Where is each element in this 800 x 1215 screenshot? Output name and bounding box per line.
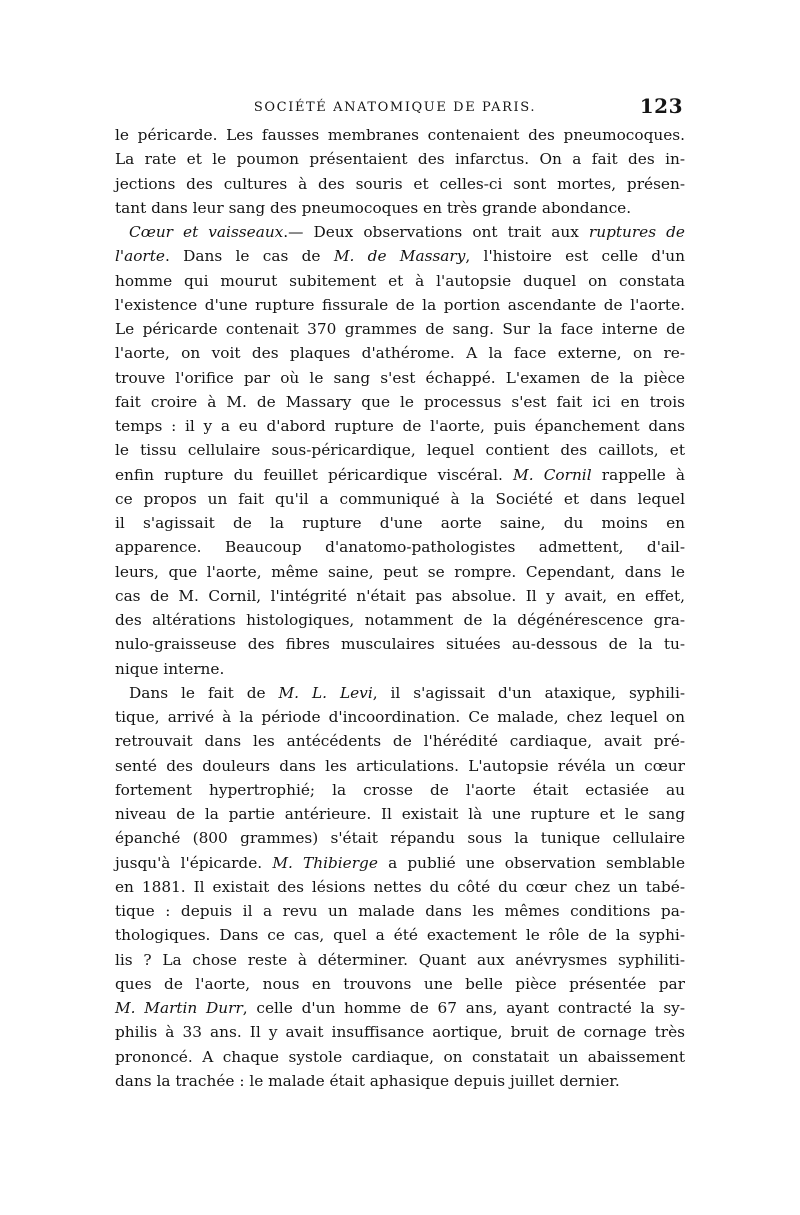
text-segment: temps : il y a eu d'abord rupture de l'aorte, puis épanchement dans: [115, 417, 685, 435]
text-line: [115, 948, 685, 972]
text-line: [115, 778, 685, 802]
page-header: [115, 94, 685, 122]
text-segment: enfin rupture du feuillet péricardique viscéral.: [115, 465, 514, 484]
text-line: [115, 729, 685, 753]
text-line: [115, 535, 685, 559]
text-line: [115, 996, 685, 1020]
text-segment: La rate et le poumon présentaient des infarctus. On a fait des in-: [115, 150, 685, 169]
italic-text: M. L. Levi: [278, 683, 373, 702]
italic-text: ruptures de: [588, 223, 685, 241]
italic-text: M. de Massary: [333, 247, 466, 266]
text-line: [115, 147, 685, 171]
text-segment: retrouvait dans les antécédents de l'hérédité cardiaque, avait pré-: [115, 732, 685, 751]
running-head: SOCIÉTÉ ANATOMIQUE DE PARIS.: [253, 100, 537, 115]
italic-text: Cœur et vaisseaux: [129, 223, 284, 241]
text-segment: , celle d'un homme de 67 ans, ayant contracté la sy-: [242, 999, 685, 1017]
text-line: [115, 487, 685, 511]
text-segment: tique : depuis il a revu un malade dans les mêmes conditions pa-: [115, 902, 685, 920]
text-segment: le péricarde. Les fausses membranes contenaient des pneumocoques.: [115, 126, 685, 144]
text-segment: rappelle à: [591, 465, 685, 484]
text-segment: tant dans leur sang des pneumocoques en très grande abondance.: [115, 198, 632, 217]
text-line: [115, 196, 685, 220]
text-line: [115, 172, 685, 196]
text-segment: nulo-graisseuse des fibres musculaires situées au-dessous de la tu-: [115, 635, 685, 654]
text-segment: jections des cultures à des souris et celles-ci sont mortes, présen-: [115, 174, 685, 193]
text-line: [115, 851, 685, 875]
text-line: [115, 1045, 685, 1069]
text-segment: l'aorte, on voit des plaques d'athérome. A la face externe, on re-: [115, 344, 685, 363]
italic-text: M. Thibierge: [272, 853, 378, 872]
text-segment: en 1881. Il existait des lésions nettes du côté du cœur chez un tabé-: [115, 877, 685, 896]
text-line: [115, 123, 685, 147]
text-line: [115, 923, 685, 947]
text-line: [115, 293, 685, 317]
text-line: [115, 705, 685, 729]
text-segment: .— Deux observations ont trait aux: [283, 223, 589, 241]
text-line: [115, 414, 685, 438]
text-segment: niveau de la partie antérieure. Il existait là une rupture et le sang: [115, 805, 685, 823]
text-line: [115, 317, 685, 341]
italic-text: l'aorte: [115, 247, 165, 266]
text-line: [115, 826, 685, 850]
text-segment: fait croire à M. de Massary que le processus s'est fait ici en trois: [115, 392, 685, 411]
text-line: [115, 511, 685, 535]
text-segment: l'existence d'une rupture fissurale de la portion ascendante de l'aorte.: [115, 295, 685, 314]
italic-text: M. Cornil: [513, 465, 592, 484]
text-segment: , l'histoire est celle d'un: [465, 247, 686, 266]
text-segment: tique, arrivé à la période d'incoordination. Ce malade, chez lequel on: [115, 708, 685, 726]
text-line: [115, 657, 685, 681]
text-segment: jusqu'à l'épicarde.: [115, 853, 273, 872]
text-segment: a publié une observation semblable: [377, 853, 685, 872]
text-segment: ques de l'aorte, nous en trouvons une belle pièce présentée par: [115, 974, 685, 993]
text-line: [115, 366, 685, 390]
text-line: [115, 681, 685, 705]
text-line: [115, 632, 685, 656]
text-segment: senté des douleurs dans les articulations. L'autopsie révéla un cœur: [115, 756, 685, 775]
text-line: [115, 341, 685, 365]
text-line: [115, 608, 685, 632]
text-segment: fortement hypertrophié; la crosse de l'aorte était ectasiée au: [115, 780, 685, 799]
text-line: [115, 244, 685, 268]
text-line: [115, 1020, 685, 1044]
text-line: [115, 463, 685, 487]
page: [115, 94, 685, 1093]
text-line: [115, 560, 685, 584]
text-segment: ce propos un fait qu'il a communiqué à la Société et dans lequel: [115, 489, 685, 508]
text-segment: nique interne.: [115, 659, 225, 678]
text-segment: philis à 33 ans. Il y avait insuffisance aortique, bruit de cornage très: [115, 1023, 685, 1042]
text-line: [115, 899, 685, 923]
text-segment: thologiques. Dans ce cas, quel a été exactement le rôle de la syphi-: [115, 926, 685, 945]
text-segment: homme qui mourut subitement et à l'autopsie duquel on constata: [115, 271, 685, 290]
text-line: [115, 802, 685, 826]
page-number: 123: [639, 94, 683, 118]
text-segment: prononcé. A chaque systole cardiaque, on constatait un abaissement: [115, 1047, 685, 1066]
text-segment: trouve l'orifice par où le sang s'est échappé. L'examen de la pièce: [115, 368, 685, 387]
text-segment: lis ? La chose reste à déterminer. Quant aux anévrysmes syphiliti-: [115, 950, 685, 969]
text-segment: il s'agissait de la rupture d'une aorte saine, du moins en: [115, 514, 685, 532]
body-text: [115, 123, 685, 1093]
text-segment: , il s'agissait d'un ataxique, syphili-: [372, 683, 685, 702]
text-line: [115, 269, 685, 293]
text-line: [115, 220, 685, 244]
text-line: [115, 390, 685, 414]
text-segment: leurs, que l'aorte, même saine, peut se rompre. Cependant, dans le: [115, 562, 685, 581]
text-segment: dans la trachée : le malade était aphasique depuis juillet dernier.: [115, 1071, 620, 1090]
text-line: [115, 584, 685, 608]
italic-text: M. Martin Durr: [115, 999, 243, 1017]
text-segment: Dans le fait de: [129, 683, 279, 702]
text-line: [115, 754, 685, 778]
text-line: [115, 875, 685, 899]
text-line: [115, 438, 685, 462]
text-segment: des altérations histologiques, notamment de la dégénérescence gra-: [115, 611, 685, 629]
text-line: [115, 1069, 685, 1093]
text-segment: cas de M. Cornil, l'intégrité n'était pas absolue. Il y avait, en effet,: [115, 586, 685, 605]
text-segment: Le péricarde contenait 370 grammes de sang. Sur la face interne de: [115, 320, 685, 338]
text-segment: le tissu cellulaire sous-péricardique, lequel contient des caillots, et: [115, 441, 685, 460]
text-segment: épanché (800 grammes) s'était répandu sous la tunique cellulaire: [115, 829, 685, 848]
text-segment: apparence. Beaucoup d'anatomo-pathologistes admettent, d'ail-: [115, 538, 685, 557]
text-line: [115, 972, 685, 996]
text-segment: . Dans le cas de: [164, 247, 334, 266]
